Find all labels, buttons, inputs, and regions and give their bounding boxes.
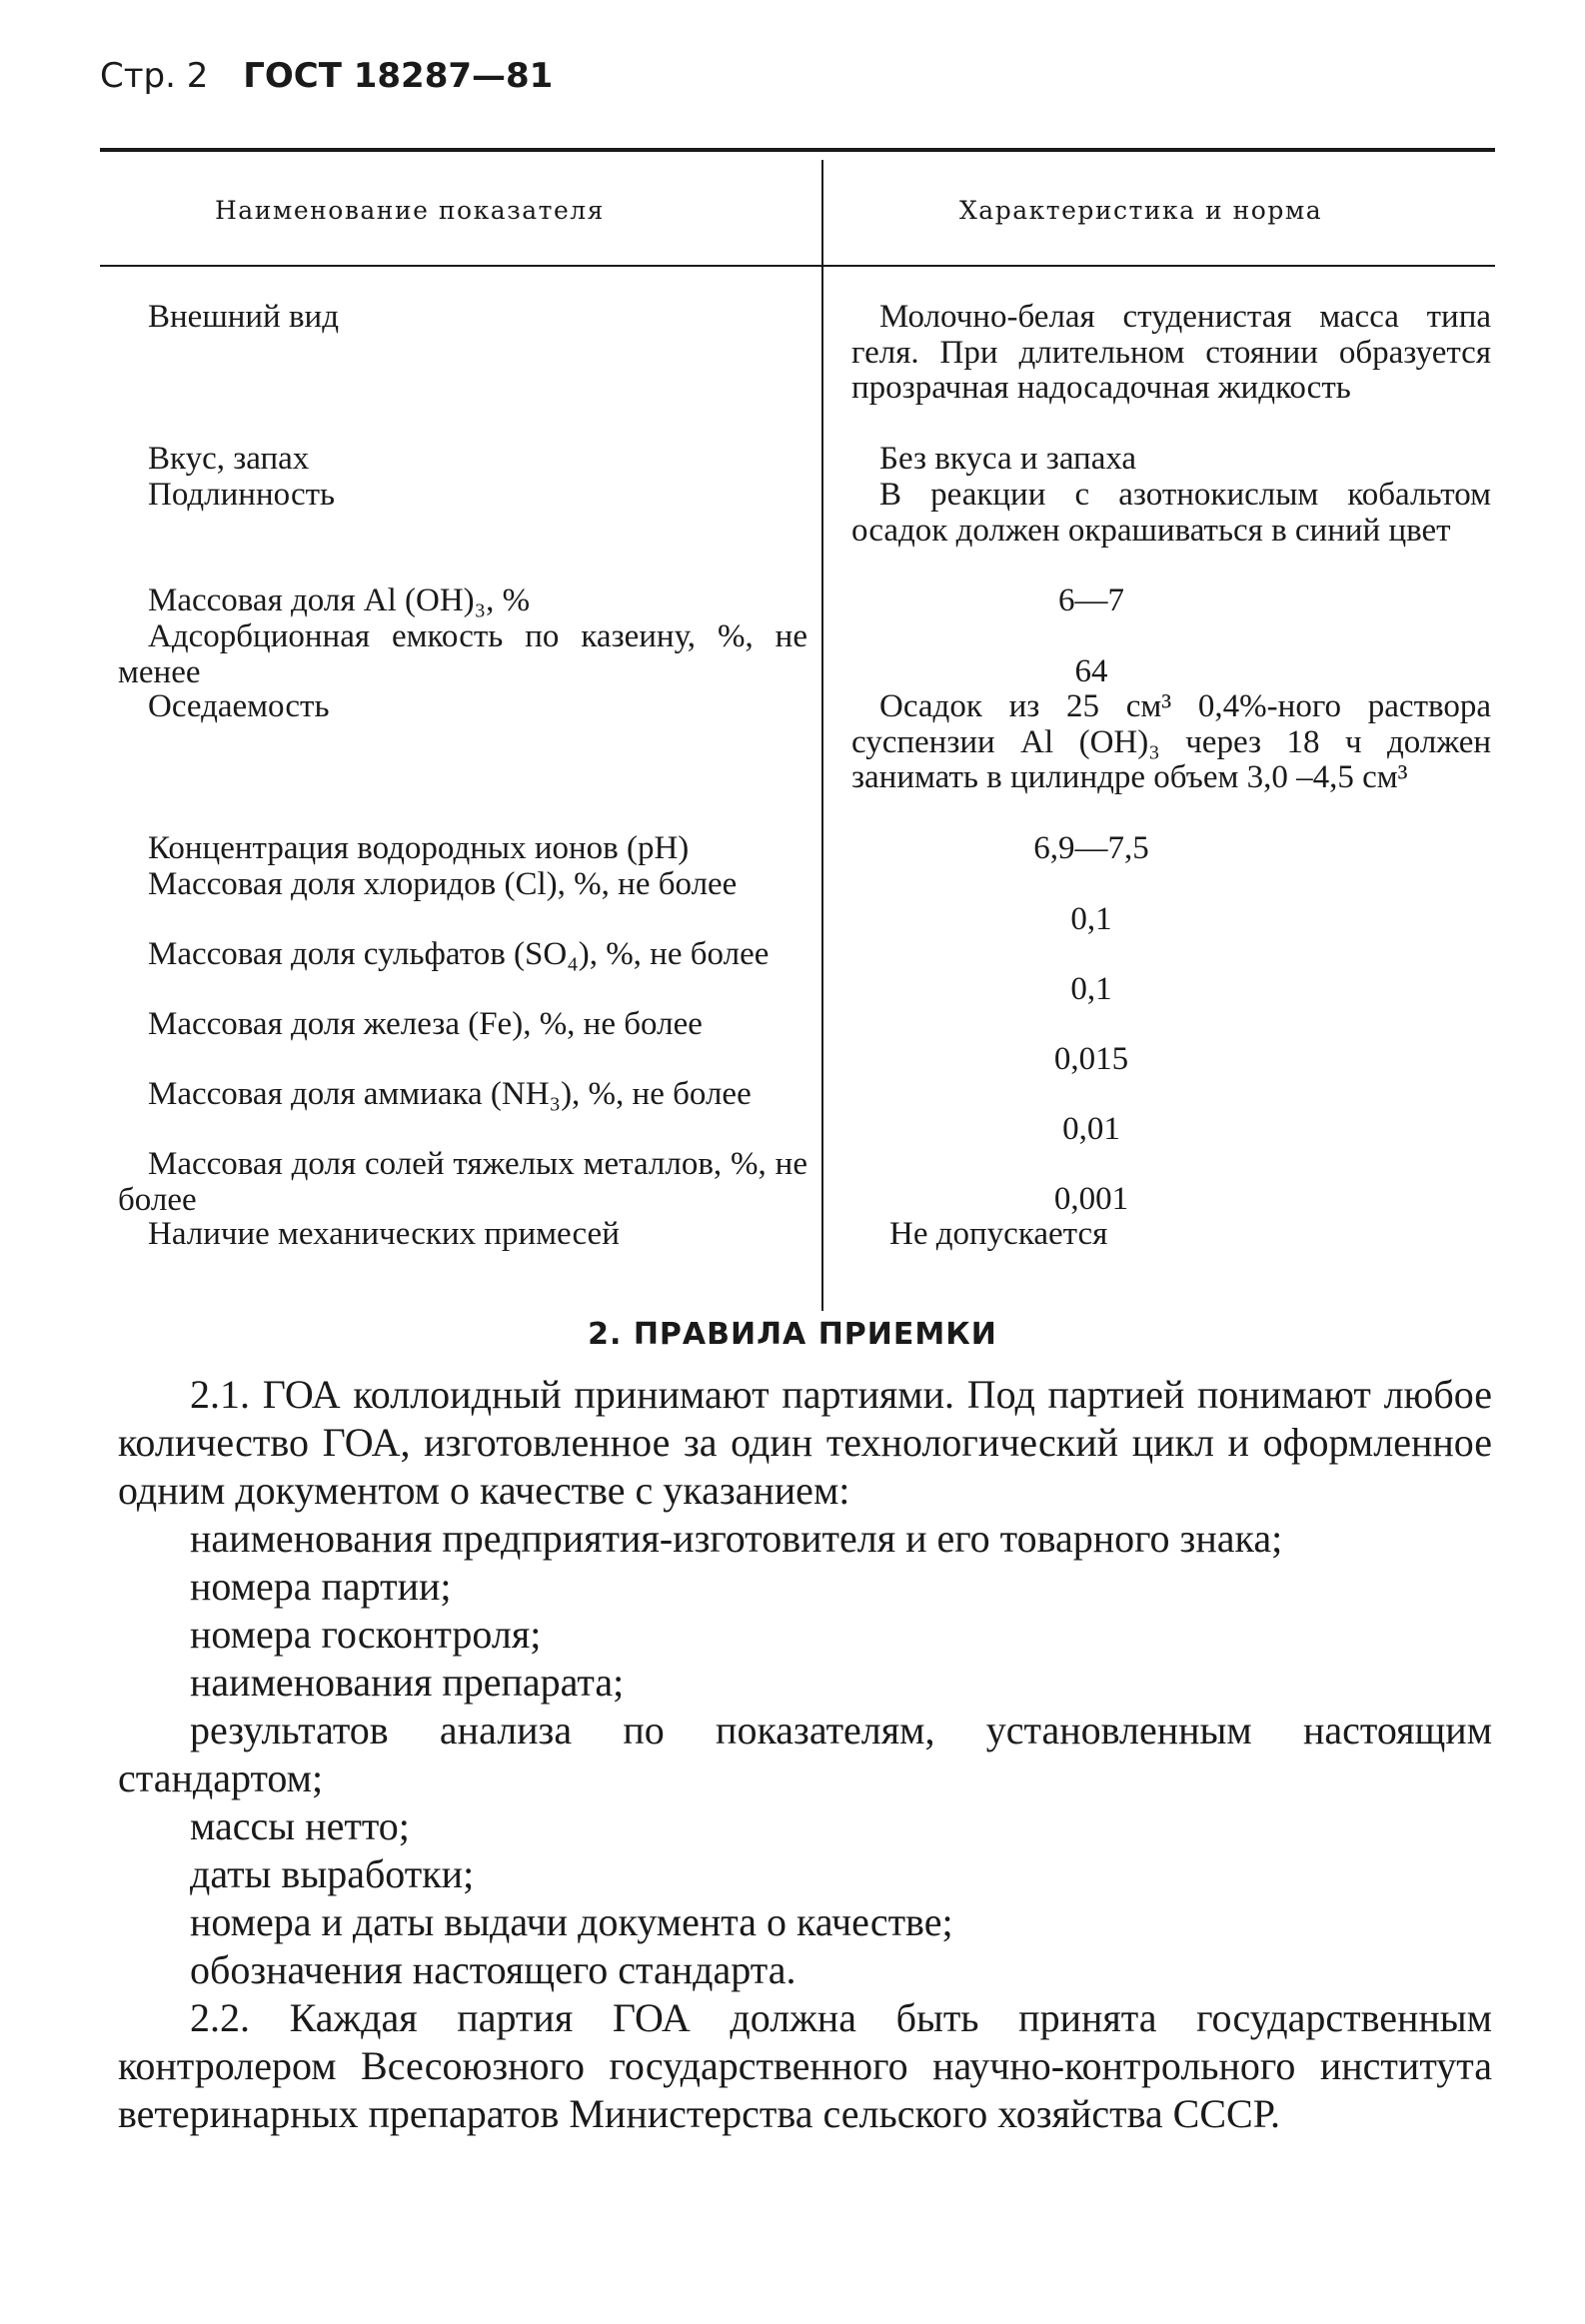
paragraph-2-1: 2.1. ГОА коллоидный принимают партиями. Под партией понимают любое количество ГОА, изготовленное за один технологический цикл и оформленное одним документом о качестве с указанием: bbox=[118, 1372, 1492, 1513]
table-header-rule bbox=[100, 265, 1495, 267]
row-name: Адсорбционная емкость по казеину, %, не менее bbox=[118, 618, 807, 690]
row-name: Наличие механических примесей bbox=[148, 1216, 620, 1252]
row-norm: Без вкуса и запаха bbox=[879, 441, 1137, 477]
row-name: Массовая доля хлоридов (Cl), %, не более bbox=[148, 866, 738, 902]
row-norm: Осадок из 25 см³ 0,4%-ного раствора суспензии Al (OH)₃ через 18 ч должен занимать в цилиндре объем 3,0 –4,5 см³ bbox=[851, 688, 1491, 795]
table-top-rule bbox=[100, 148, 1495, 152]
list-item: массы нетто; bbox=[190, 1803, 410, 1848]
row-name: Внешний вид bbox=[148, 299, 339, 335]
row-name: Концентрация водородных ионов (pH) bbox=[148, 830, 690, 866]
row-norm: 0,001 bbox=[1053, 1181, 1129, 1217]
list-item: номера и даты выдачи документа о качестве; bbox=[190, 1899, 953, 1944]
section-title: 2. ПРАВИЛА ПРИЕМКИ bbox=[588, 1317, 997, 1352]
list-item: обозначения настоящего стандарта. bbox=[190, 1947, 796, 1992]
row-name: Массовая доля Al (OH)₃, % bbox=[148, 582, 531, 618]
row-name: Вкус, запах bbox=[148, 441, 310, 477]
row-name: Оседаемость bbox=[148, 688, 330, 724]
row-name: Массовая доля аммиака (NH₃), %, не более bbox=[148, 1076, 752, 1112]
row-norm: 6,9—7,5 bbox=[1033, 830, 1149, 866]
row-norm: 0,01 bbox=[1062, 1111, 1120, 1147]
list-item: номера партии; bbox=[190, 1564, 452, 1609]
list-item: наименования предприятия-изготовителя и его товарного знака; bbox=[190, 1516, 1283, 1561]
standard-designation: ГОСТ 18287—81 bbox=[243, 56, 554, 96]
column-header-name: Наименование показателя bbox=[215, 196, 605, 225]
row-name: Массовая доля железа (Fe), %, не более bbox=[148, 1006, 703, 1042]
list-item: номера госконтроля; bbox=[190, 1612, 542, 1657]
page-number: Стр. 2 bbox=[100, 56, 209, 96]
row-norm: 6—7 bbox=[1058, 582, 1124, 618]
running-header bbox=[100, 56, 553, 96]
list-item: даты выработки; bbox=[190, 1851, 475, 1896]
list-item: наименования препарата; bbox=[190, 1660, 625, 1705]
row-norm: 64 bbox=[1074, 653, 1108, 689]
row-norm: 0,1 bbox=[1070, 971, 1112, 1007]
row-norm: 0,015 bbox=[1053, 1041, 1129, 1077]
list-item: результатов анализа по показателям, установленным настоящим стандартом; bbox=[118, 1708, 1492, 1800]
row-name: Массовая доля солей тяжелых металлов, %, не более bbox=[118, 1146, 807, 1218]
row-name: Подлинность bbox=[148, 477, 336, 513]
row-norm: 0,1 bbox=[1070, 901, 1112, 937]
paragraph-2-2: 2.2. Каждая партия ГОА должна быть принята государственным контролером Всесоюзного государственного научно-контрольного института ветеринарных препаратов Министерства сельского хозяйства СССР. bbox=[118, 1995, 1492, 2136]
table-column-divider bbox=[821, 160, 823, 1311]
column-header-norm: Характеристика и норма bbox=[959, 196, 1323, 225]
row-norm: Не допускается bbox=[889, 1216, 1108, 1252]
row-norm: В реакции с азотнокислым кобальтом осадок должен окрашиваться в синий цвет bbox=[851, 477, 1491, 549]
row-name: Массовая доля сульфатов (SO₄), %, не более bbox=[148, 936, 770, 972]
section-body bbox=[118, 1371, 1492, 2138]
row-norm: Молочно-белая студенистая масса типа геля. При длительном стоянии образуется прозрачная надосадочная жидкость bbox=[851, 299, 1491, 406]
